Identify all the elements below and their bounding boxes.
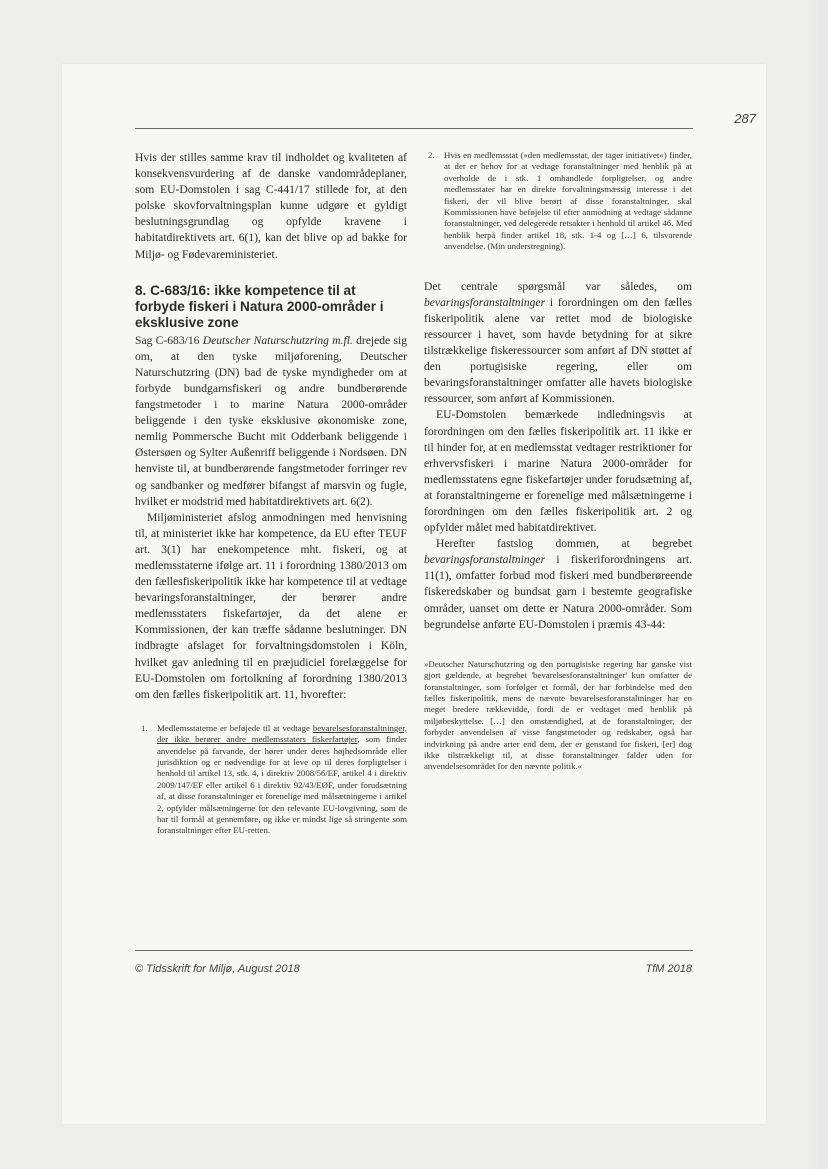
paragraph-judgment: Herefter fastslog dommen, at begrebet bevaringsforanstaltninger i fiskeriforordningens art. 11(1), omfatter forbud mod fiskeri med bundberøreende fiskeredskaber og bundsat garn i bestemte geografiske områder, uanset om dette er Natura 2000-områder. Som begrundelse anførte EU-Domstolen i præmis 43-44:: [424, 537, 692, 631]
underlined-text: bevarelsesforanstaltninger, der ikke berører andre medlemsstaters fiskerfartøjer: [157, 722, 407, 745]
paragraph-case: Sag C-683/16 Deutscher Naturschutzring m.fl. drejede sig om, at den tyske miljøforening, Deutscher Naturschutzring (DN) bad de tyske myndigheder om at forbyde bundgarnsfiskeri og andre bundberørende fangstmetoder i to marine Natura 2000-områder beliggende i den tyske eksklusive økonomiske zone, nemlig Pommersche Bucht mit Odderbank beliggende i Østersøen og Sylter Außenriff beliggende i Nordsøen. DN henviste til, at bundberørende fangstmetoder forringer rev og sandbanker og medfører bifangst af marsvin og fugle, hvilket er modstrid med habitatdirektivets art. 6(2).: [135, 333, 407, 508]
footer-rule: [135, 950, 693, 951]
page-number: 287: [734, 111, 756, 126]
footer-issue: TfM 2018: [645, 963, 692, 975]
header-rule: [135, 128, 693, 129]
footnote-1: 1. Medlemsstaterne er beføjede til at vedtage bevarelsesforanstaltninger, der ikke berører andre medlemsstaters fiskerfartøjer, som finder anvendelse på farvande, der hører under deres højhedsområde eller jurisdiktion og er nødvendige for at leve op til deres forpligtelser i henhold til artikel 13, stk. 4, i direktiv 2008/56/EF, artikel 4 i direktiv 2009/147/EF eller artikel 6 i direktiv 92/43/EØF, under forudsætning af, at disse foranstaltninger er forenelige med målsætningerne i artikel 2, opfylder målsætningerne for den relevante EU-lovgivning, som de har til formål at gennemføre, og ikke er mindst lige så stringente som foranstaltninger efter EU-retten.: [141, 722, 407, 836]
paragraph-intro: Hvis der stilles samme krav til indholdet og kvaliteten af konsekvensvurdering af de danske vandområdeplaner, som EU-Domstolen i sag C-441/17 stillede for, at den polske skovforvaltningsplan kunne udgøre et gyldigt beslutningsgrundlag og opfylde kravene i habitatdirektivets art. 6(1), kan det blive op ad bakke for Miljø- og Fødevareministeriet.: [135, 151, 407, 261]
right-column: [424, 150, 692, 773]
quote-block: »Deutscher Naturschutzring og den portugisiske regering har ganske vist gjort gældende, at begrebet 'bevarelsesforanstaltninger' kun omfatter de foranstaltninger, som forfølger et formål, der har forbindelse med den fælles fiskeripolitik, mens de nævnte bevarelsesforanstaltninger har en meget bredere rækkevidde, fordi de er vedtaget med henblik på miljøbeskyttelse. […] den omstændighed, at de foranstaltninger, der forbyder anvendelsen af visse fangstmetoder og redskaber, også har indvirkning på andre arter end dem, der er genstand for fiskeri, [er] dog ikke tilstrækkeligt til, at disse foranstaltninger falder uden for anvendelsesområdet for den nævnte politik.«: [424, 658, 692, 772]
paragraph-court: EU-Domstolen bemærkede indledningsvis at forordningen om den fælles fiskeripolitik art. 11 ikke er til hinder for, at en medlemsstat vedtager restriktioner for erhvervsfiskeri i marine Natura 2000-områder for medlemsstatens egne fiskefartøjer under forudsætning af, at foranstaltningerne er forenelige med målsætningerne i forordningen om den fælles fiskeripolitik art. 2 og opfylder målet med habitatdirektivet.: [424, 408, 692, 535]
section-heading: 8. C-683/16: ikke kompetence til at forbyde fiskeri i Natura 2000-områder i eksklusive zone: [135, 282, 384, 330]
footnote-2: 2. Hvis en medlemsstat (»den medlemsstat, der tager initiativet«) finder, at der er behov for at vedtage foranstaltninger med henblik på at overholde de i stk. 1 omhandlede forpligtelser, og andre medlemsstater har en direkte forvaltningsmæssig interesse i det fiskeri, der vil blive berørt af disse foranstaltninger, skal Kommissionen have beføjelse til efter anmodning at vedtage sådanne foranstaltninger, ved delegerede retsakter i henhold til artikel 46. Med henblik herpå finder artikel 18, stk. 1-4 og […] 6, tilsvarende anvendelse. (Min understregning).: [428, 150, 692, 252]
paragraph-ministry: Miljøministeriet afslog anmodningen med henvisning til, at ministeriet ikke har kompetence, da EU efter TEUF art. 3(1) har enekompetence mht. fiskeri, og at medlemsstaterne ifølge art. 11 i forordning 1380/2013 om den fællesfiskeripolitik ikke har kompetence til at vedtage bevaringsforanstaltninger, der berører andre medlemsstaters fiskefartøjer, da det alene er Kommissionen, der kan træffe sådanne beslutninger. DN indbragte afslaget for forvaltningsdomstolen i Köln, hvilket gav anledning til en præjudiciel forelæggelse for EU-Domstolen om fortolkning af forordning 1380/2013 om den fælles fiskeripolitik art. 11, hvorefter:: [135, 510, 407, 701]
footer-journal: © Tidsskrift for Miljø, August 2018: [135, 963, 300, 975]
scan-edge: [800, 0, 828, 1169]
paragraph-question: Det centrale spørgsmål var således, om bevaringsforanstaltninger i forordningen om den fælles fiskeripolitik alene var rettet mod de biologiske ressourcer i havet, som havde betydning for at sikre tilstrækkelige fiskeressourcer som anført af DN støttet af den portugisiske regering, eller om bevaringsforanstaltninger omfatter alle havets biologiske ressourcer, som anført af Kommissionen.: [424, 279, 692, 406]
left-column: [135, 150, 407, 837]
case-name: Deutscher Naturschutzring m.fl.: [202, 333, 353, 347]
